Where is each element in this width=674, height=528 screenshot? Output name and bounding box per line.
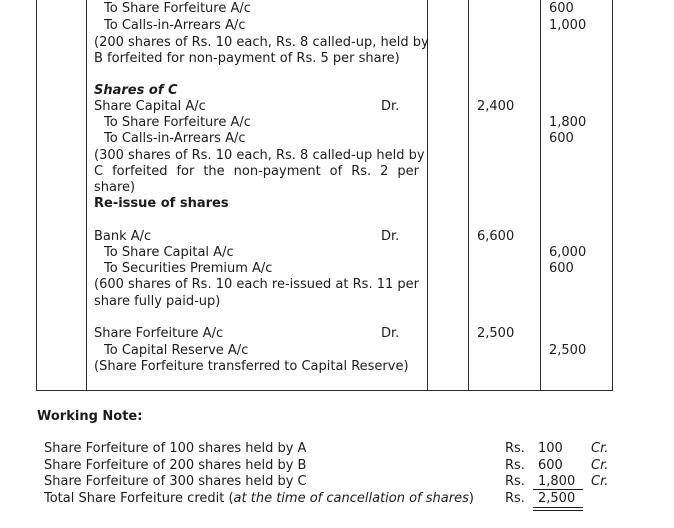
entry-c-credit-account-2: To Calls-in-Arrears A/c: [104, 131, 246, 146]
reissue-credit-amount-1: 6,000: [549, 245, 587, 260]
total-double-underline-bottom: [533, 510, 583, 511]
total-label-italic: at the time of cancellation of shares: [233, 491, 469, 506]
entry-c-credit-account-1: To Share Forfeiture A/c: [104, 115, 251, 130]
entry-b-credit-account-2: To Calls-in-Arrears A/c: [104, 18, 246, 33]
total-double-underline-top: [533, 507, 583, 508]
table-divider-lf: [427, 0, 428, 391]
table-divider-particulars: [86, 0, 87, 391]
reissue-dr-label: Dr.: [381, 229, 400, 244]
entry-c-narration-2: C forfeited for the non-payment of Rs. 2 per: [94, 164, 419, 179]
reissue-narration-1: (600 shares of Rs. 10 each re-issued at Rs. 11 per: [94, 277, 419, 292]
working-note-row-amount: 600: [538, 458, 563, 473]
working-note-row-type: Cr.: [591, 474, 609, 489]
working-note-row-label: Share Forfeiture of 200 shares held by B: [44, 458, 307, 473]
working-note-total-currency: Rs.: [505, 491, 525, 506]
total-label-prefix: Total Share Forfeiture credit (: [44, 491, 234, 506]
reissue-credit-account-2: To Securities Premium A/c: [104, 261, 273, 276]
working-note-row-label: Share Forfeiture of 300 shares held by C: [44, 474, 307, 489]
entry-b-credit-amount-2: 1,000: [549, 18, 587, 33]
entry-c-heading: Shares of C: [94, 83, 178, 98]
reissue-debit-account: Bank A/c: [94, 229, 152, 244]
table-divider-credit: [540, 0, 541, 391]
working-note-row-amount: 1,800: [538, 474, 576, 489]
working-note-row-amount: 100: [538, 441, 563, 456]
transfer-dr-label: Dr.: [381, 326, 400, 341]
reissue-credit-amount-2: 600: [549, 261, 574, 276]
transfer-credit-amount-1: 2,500: [549, 343, 587, 358]
entry-b-narration-2: B forfeited for non-payment of Rs. 5 per share): [94, 51, 400, 66]
entry-b-credit-account-1: To Share Forfeiture A/c: [104, 1, 251, 16]
working-note-row-label: Share Forfeiture of 100 shares held by A: [44, 441, 307, 456]
working-note-total-amount: 2,500: [538, 491, 576, 506]
transfer-debit-account: Share Forfeiture A/c: [94, 326, 224, 341]
working-note-total-label: [44, 491, 474, 507]
entry-c-narration-1: (300 shares of Rs. 10 each, Rs. 8 called-up held by: [94, 148, 425, 163]
reissue-heading: Re-issue of shares: [94, 196, 229, 211]
total-label-suffix: ): [468, 491, 474, 506]
reissue-credit-account-1: To Share Capital A/c: [104, 245, 234, 260]
subtotal-underline: [533, 489, 583, 490]
working-note-row-currency: Rs.: [505, 474, 525, 489]
entry-c-debit-amount: 2,400: [477, 99, 515, 114]
working-note-row-currency: Rs.: [505, 458, 525, 473]
transfer-debit-amount: 2,500: [477, 326, 515, 341]
working-note-row-type: Cr.: [591, 441, 609, 456]
entry-c-credit-amount-1: 1,800: [549, 115, 587, 130]
reissue-debit-amount: 6,600: [477, 229, 515, 244]
transfer-narration-1: (Share Forfeiture transferred to Capital Reserve): [94, 359, 409, 374]
reissue-narration-2: share fully paid-up): [94, 294, 221, 309]
working-note-row-currency: Rs.: [505, 441, 525, 456]
entry-c-narration-3: share): [94, 180, 136, 195]
working-note-title: Working Note:: [37, 409, 143, 424]
table-border-right: [612, 0, 613, 391]
entry-c-dr-label: Dr.: [381, 99, 400, 114]
transfer-credit-account-1: To Capital Reserve A/c: [104, 343, 249, 358]
table-border-left: [36, 0, 37, 391]
table-divider-debit: [468, 0, 469, 391]
entry-c-debit-account: Share Capital A/c: [94, 99, 206, 114]
table-border-bottom: [36, 390, 613, 391]
working-note-row-type: Cr.: [591, 458, 609, 473]
entry-b-narration-1: (200 shares of Rs. 10 each, Rs. 8 called-up, held by: [94, 35, 429, 50]
entry-c-credit-amount-2: 600: [549, 131, 574, 146]
entry-b-credit-amount-1: 600: [549, 1, 574, 16]
